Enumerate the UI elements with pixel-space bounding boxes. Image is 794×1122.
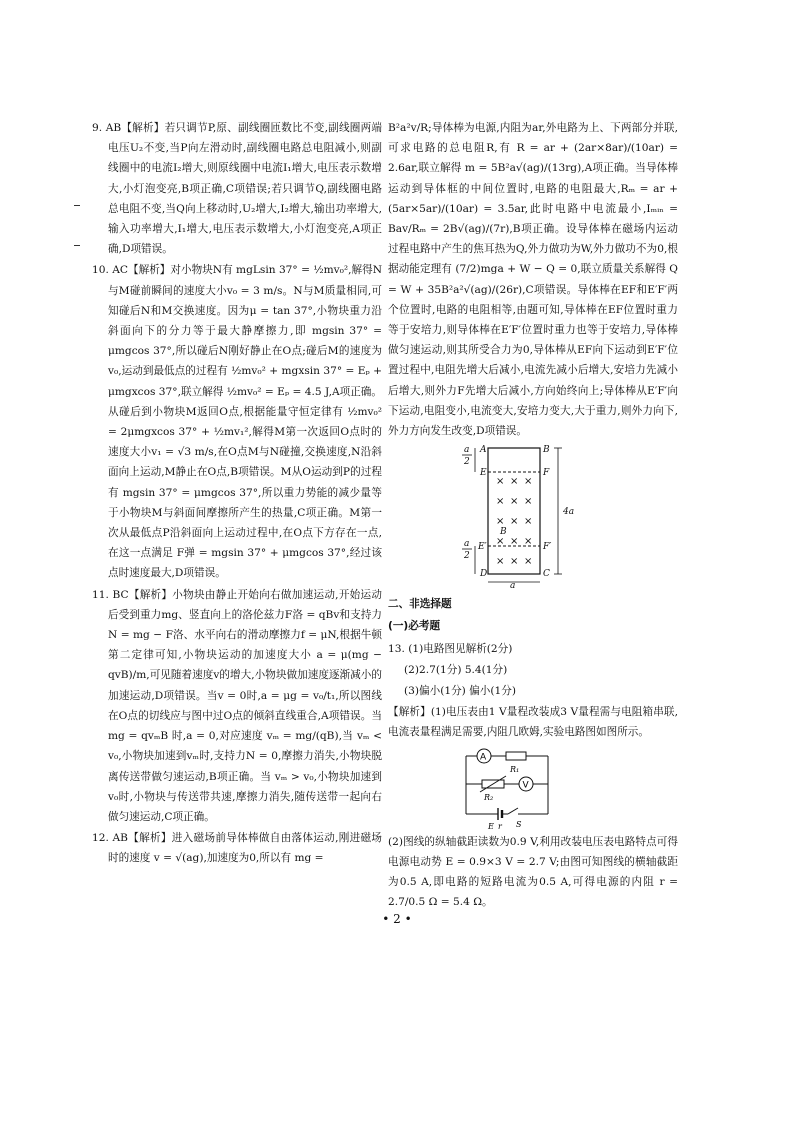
- label-E-prime: E′: [478, 542, 487, 553]
- answer-q11: 11. BC【解析】小物块由静止开始向右做加速运动,开始运动后受到重力mg、竖直向上的洛伦兹力F洛 = qBv和支持力N = mg − F洛、水平向右的滑动摩擦力f = μN,根据牛顿第二定律可知,小物块运动的加速度大小 a = μ(mg − qvB)/m,可见随着速度v的增大,小物块做加速度逐渐减小的加速运动,D项错误。当v = 0时,a = μg = v₀/t₁,所以图线在O点的切线应与图中过O点的倾斜直线重合,A项错误。当 mg = qvₘB 时,a = 0,对应速度 vₘ = mg/(qB),当 vₘ < v₀,小物块加速到vₘ时,支持力N = 0,摩擦力消失,小物块脱离传送带做匀速运动,B项正确。当 vₘ > v₀,小物块加速到v₀时,小物块与传送带共速,摩擦力消失,随传送带一起向右做匀速运动,C项正确。: [92, 588, 382, 823]
- margin-mark: [74, 245, 80, 246]
- magnetic-field-figure: [388, 442, 678, 592]
- label-a-mid: a: [464, 539, 470, 550]
- switch-label: S: [516, 819, 522, 829]
- circuit-figure: [388, 744, 678, 832]
- analysis-q13-1: 【解析】(1)电压表由1 V量程改装成3 V量程需与电阻箱串联,电流表量程满足需要,内阻几欧姆,实验电路图如图所示。: [388, 706, 678, 739]
- r1-label: R₁: [510, 764, 520, 774]
- page-number: • 2 •: [382, 912, 412, 926]
- field-cross: ×: [496, 496, 505, 508]
- resistor-r1: [506, 752, 526, 760]
- margin-mark: [74, 205, 80, 206]
- field-cross: ×: [510, 516, 519, 528]
- voltmeter-label: V: [522, 780, 529, 791]
- field-cross: ×: [524, 556, 533, 568]
- label-height: 4a: [563, 507, 575, 518]
- answer-q9: 9. AB【解析】若只调节P,原、副线圈匝数比不变,副线圈两端电压U₂不变,当P向左滑动时,副线圈电路总电阻减小,则副线圈中的电流I₂增大,则原线圈中电流I₁增大,电压表示数增大,小灯泡变亮,B项正确,C项错误;若只调节Q,副线圈电路总电阻不变,当Q向上移动时,U₂增大,I₂增大,输出功率增大,输入功率增大,I₁增大,电压表示数增大,小灯泡变亮,A项正确,D项错误。: [92, 122, 382, 256]
- emf-label: E: [488, 821, 494, 831]
- circuit-diagram-svg: [388, 744, 678, 832]
- internal-r-label: r: [498, 821, 502, 831]
- field-cross: ×: [510, 536, 519, 548]
- label-a-top: a: [464, 445, 470, 456]
- answer-q13-1: 13. (1)电路图见解析(2分): [388, 642, 513, 655]
- switch-blade: [508, 808, 518, 814]
- field-cross: ×: [496, 536, 505, 548]
- left-column: [92, 118, 382, 870]
- field-cross: ×: [496, 516, 505, 528]
- answer-q12-continued: B²a²v/R;导体棒为电源,内阻为ar,外电路为上、下两部分并联,可求电路的总电阻R,有 R = ar + (2ar×8ar)/(10ar) = 2.6ar,联立解得 m = 5B²a√(ag)/(13rg),A项正确。当导体棒运动到导体框的中间位置时,电路的电阻最大,Rₘ = ar + (5ar×5ar)/(10ar) = 3.5ar,此时电路中电流最小,Iₘᵢₙ = Bav/Rₘ = 2B√(ag)/(7r),B项正确。设导体棒在磁场内运动过程电路中产生的焦耳热为Q,外力做功为W,外力做功不为0,根据动能定理有 (7/2)mga + W − Q = 0,联立质量关系解得 Q = W + 35B²a²√(ag)/(26r),C项错误。导体棒在EF和E′F′两个位置时,电路的电阻相等,由题可知,导体棒在EF位置时重力等于安培力,则导体棒在E′F′位置时重力也等于安培力,导体棒做匀速运动,则其所受合力为0,导体棒从EF向下运动到E′F′位置过程中,电阻先增大后减小,电流先减小后增大,安培力先减小后增大,则外力F先增大后减小,方向始终向上;导体棒从E′F′向下运动,电阻变小,电流变大,安培力变大,大于重力,则外力向下,外力方向发生改变,D项错误。: [388, 122, 678, 438]
- field-crosses: [496, 476, 532, 567]
- r2-label: R₂: [484, 792, 494, 802]
- label-B-field: B: [500, 527, 507, 538]
- label-width: a: [510, 581, 516, 592]
- field-cross: ×: [510, 476, 519, 488]
- field-cross: ×: [496, 556, 505, 568]
- answer-q13-3: (3)偏小(1分) 偏小(1分): [404, 685, 516, 698]
- ammeter-label: A: [480, 752, 487, 763]
- answer-q12: 12. AB【解析】进入磁场前导体棒做自由落体运动,刚进磁场时的速度 v = √(ag),加速度为0,所以有 mg =: [92, 832, 382, 865]
- field-cross: ×: [524, 496, 533, 508]
- figure-magnetic-frame-svg: [388, 442, 678, 592]
- analysis-q13-2: (2)图线的纵轴截距读数为0.9 V,利用改装电压表电路特点可得电源电动势 E = 0.9×3 V = 2.7 V;由图可知图线的横轴截距为0.5 A,即电路的短路电流为0.5 A,可得电源的内阻 r = 2.7/0.5 Ω = 5.4 Ω。: [388, 835, 678, 909]
- field-cross: ×: [510, 556, 519, 568]
- label-half-mid: 2: [464, 551, 470, 562]
- label-A: A: [480, 445, 487, 456]
- field-cross: ×: [524, 536, 533, 548]
- label-half-top: 2: [464, 457, 470, 468]
- answer-q13-2: (2)2.7(1分) 5.4(1分): [404, 663, 508, 676]
- figure1-labels: [463, 445, 574, 591]
- field-cross: ×: [496, 476, 505, 488]
- label-F: F: [543, 468, 550, 479]
- label-C: C: [543, 569, 550, 580]
- label-F-prime: F′: [543, 542, 552, 553]
- section-heading: 二、非选择题: [388, 598, 452, 611]
- field-cross: ×: [510, 496, 519, 508]
- label-E: E: [480, 468, 487, 479]
- answer-q10: 10. AC【解析】对小物块N有 mgLsin 37° = ½mv₀²,解得N与M碰前瞬间的速度大小v₀ = 3 m/s。N与M质量相同,可知碰后N和M交换速度。因为μ = tan 37°,小物块重力沿斜面向下的分力等于最大静摩擦力,即 mgsin 37° = μmgcos 37°,所以碰后N刚好静止在O点;碰后M的速度为v₀,运动到最低点的过程有 ½mv₀² + mgxsin 37° = Eₚ + μmgxcos 37°,联立解得 ½mv₀² = Eₚ = 4.5 J,A项正确。从碰后到小物块M返回O点,根据能量守恒定律有 ½mv₀² = 2μmgxcos 37° + ½mv₁²,解得M第一次返回O点时的速度大小v₁ = √3 m/s,在O点M与N碰撞,交换速度,N沿斜面向上运动,M静止在O点,B项错误。M从O运动到P的过程有 mgsin 37° = μmgcos 37°,所以重力势能的减少量等于小物块M与斜面间摩擦所产生的热量,C项正确。M第一次从最低点P沿斜面向上运动过程中,在O点下方存在一点,在这一点满足 F弹 = mgsin 37° + μmgcos 37°,经过该点时速度最大,D项错误。: [92, 264, 382, 580]
- right-column: [388, 118, 678, 913]
- label-D: D: [480, 569, 488, 580]
- section-subheading: (一)必考题: [388, 620, 441, 633]
- field-cross: ×: [524, 476, 533, 488]
- label-B-top: B: [543, 445, 550, 456]
- field-cross: ×: [524, 516, 533, 528]
